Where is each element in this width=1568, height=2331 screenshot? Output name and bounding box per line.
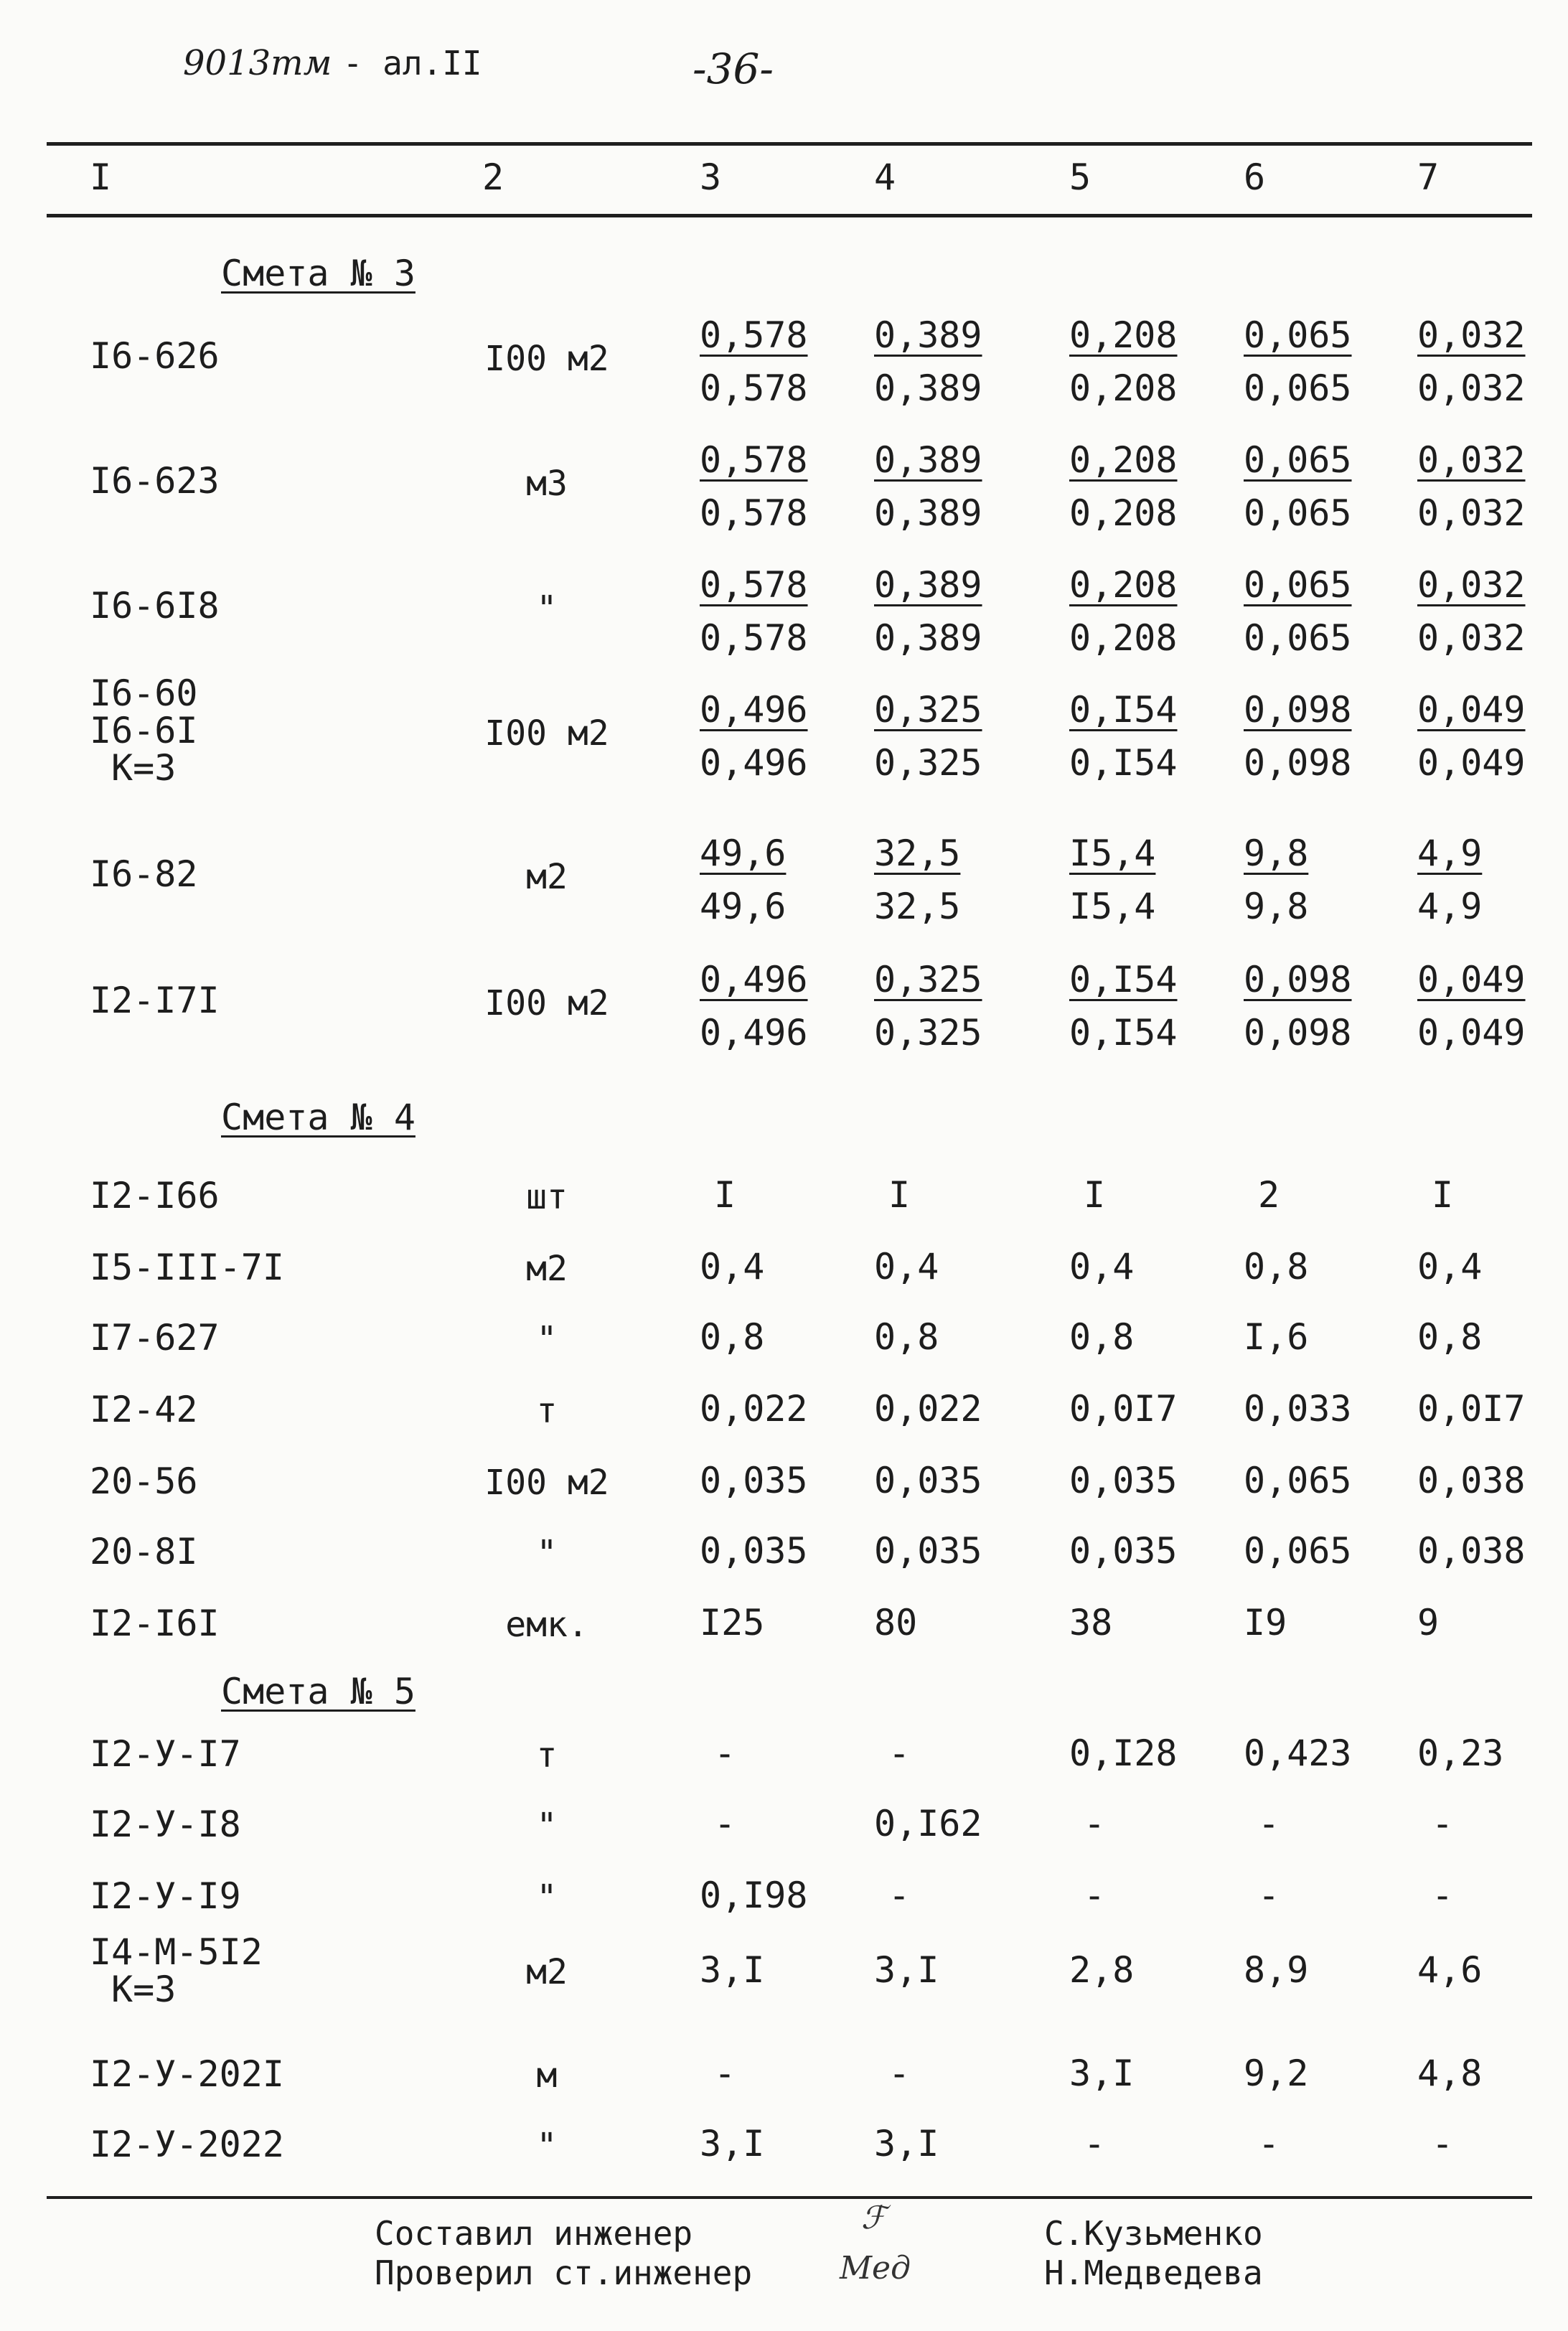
row-unit: м2: [526, 1952, 568, 1992]
row-value-fraction: [1069, 558, 1178, 665]
value-numerator: 0,065: [1244, 564, 1352, 606]
row-value: 0,022: [874, 1388, 982, 1430]
row-value: 8,9: [1244, 1949, 1309, 1991]
row-code: I2-У-202I: [90, 2053, 284, 2095]
row-value: 0,035: [874, 1530, 982, 1572]
row-unit: м2: [526, 1249, 568, 1289]
row-code: I4-М-5I2 К=3: [90, 1931, 263, 2010]
value-denominator: 0,098: [1244, 742, 1352, 784]
value-denominator: 0,049: [1417, 1012, 1526, 1054]
value-denominator: 0,049: [1417, 742, 1526, 784]
value-denominator: 0,I54: [1069, 1012, 1178, 1054]
row-unit: ": [536, 1319, 558, 1359]
row-value-fraction: [874, 309, 982, 415]
row-code: I2-У-I9: [90, 1875, 241, 1917]
row-code: 20-8I: [90, 1531, 198, 1572]
row-value-fraction: [1244, 309, 1352, 415]
row-value: -: [714, 1732, 736, 1774]
value-denominator: 0,208: [1069, 617, 1178, 659]
value-denominator: 0,032: [1417, 367, 1526, 409]
column-header-7: 7: [1417, 156, 1440, 198]
row-value-fraction: [874, 683, 982, 789]
row-value-fraction: [874, 953, 982, 1059]
row-unit: т: [536, 1735, 558, 1776]
row-value: -: [1432, 1803, 1454, 1844]
row-value: 0,033: [1244, 1388, 1352, 1430]
row-value: 0,I62: [874, 1803, 982, 1844]
row-code: I6-60 I6-6I К=3: [90, 672, 198, 789]
row-unit: емк.: [505, 1605, 588, 1645]
row-value: 38: [1069, 1602, 1113, 1643]
value-numerator: 0,496: [700, 689, 808, 731]
compiled-by-label: Составил инженер: [375, 2214, 693, 2253]
row-value: I25: [700, 1602, 765, 1643]
row-value-fraction: [700, 433, 808, 540]
row-value: 9,2: [1244, 2053, 1309, 2094]
document-reference: [183, 43, 482, 83]
row-code: 20-56: [90, 1460, 198, 1502]
row-value: -: [888, 1732, 911, 1774]
value-denominator: 0,496: [700, 742, 808, 784]
row-unit: т: [536, 1391, 558, 1431]
column-header-1: I: [90, 156, 112, 198]
value-denominator: 49,6: [700, 886, 787, 927]
column-header-3: 3: [700, 156, 722, 198]
row-unit: ": [536, 1533, 558, 1573]
row-unit: м: [536, 2055, 558, 2096]
row-value: 0,065: [1244, 1460, 1352, 1501]
value-numerator: 0,065: [1244, 314, 1352, 356]
section-title: Смета № 5: [221, 1671, 416, 1712]
row-code: I7-627: [90, 1317, 220, 1359]
value-numerator: 0,032: [1417, 564, 1526, 606]
value-denominator: 0,578: [700, 367, 808, 409]
row-value-fraction: [700, 309, 808, 415]
row-code: I5-III-7I: [90, 1247, 284, 1288]
value-numerator: 4,9: [1417, 832, 1483, 874]
value-numerator: 0,I54: [1069, 689, 1178, 731]
value-denominator: 0,065: [1244, 492, 1352, 534]
row-value: 0,035: [700, 1530, 808, 1572]
value-denominator: 0,578: [700, 617, 808, 659]
row-value: I9: [1244, 1602, 1287, 1643]
row-value: 2,8: [1069, 1949, 1135, 1991]
row-code: I2-I7I: [90, 980, 220, 1021]
row-value: -: [1432, 2123, 1454, 2164]
row-value-fraction: [1417, 953, 1526, 1059]
section-title: Смета № 3: [221, 253, 416, 294]
value-numerator: 0,065: [1244, 439, 1352, 481]
row-value: 0,4: [1417, 1246, 1483, 1288]
row-value: 0,035: [874, 1460, 982, 1501]
value-denominator: 9,8: [1244, 886, 1309, 927]
row-value-fraction: [700, 827, 786, 933]
row-value-fraction: [1244, 433, 1352, 540]
value-numerator: 0,I54: [1069, 959, 1178, 1000]
value-denominator: 0,496: [700, 1012, 808, 1054]
compiled-by-name: С.Кузьменко: [1044, 2214, 1263, 2253]
row-value: 0,035: [1069, 1460, 1178, 1501]
row-value: 4,8: [1417, 2053, 1483, 2094]
row-value-fraction: [1069, 309, 1178, 415]
row-value: 9: [1417, 1602, 1440, 1643]
signature-checker: Мед: [840, 2250, 911, 2287]
row-code: I2-У-I7: [90, 1733, 241, 1775]
value-denominator: 0,208: [1069, 367, 1178, 409]
row-unit: ": [536, 588, 558, 629]
row-value-fraction: [1244, 683, 1352, 789]
row-value-fraction: [1417, 827, 1482, 933]
row-value: -: [1432, 1875, 1454, 1916]
value-denominator: 0,578: [700, 492, 808, 534]
row-value: 0,8: [1069, 1316, 1135, 1358]
row-value: 0,035: [700, 1460, 808, 1501]
value-numerator: 0,049: [1417, 959, 1526, 1000]
checked-by-name: Н.Медведева: [1044, 2253, 1263, 2292]
column-header-6: 6: [1244, 156, 1266, 198]
value-numerator: I5,4: [1069, 832, 1156, 874]
row-value: 3,I: [700, 1949, 765, 1991]
top-rule: [47, 142, 1532, 146]
row-unit: ": [536, 1877, 558, 1918]
row-value: -: [888, 2053, 911, 2094]
value-denominator: 0,I54: [1069, 742, 1178, 784]
row-value: 0,I28: [1069, 1732, 1178, 1774]
value-denominator: 0,032: [1417, 617, 1526, 659]
signature-compiler: ℱ: [861, 2200, 886, 2236]
row-code: I6-623: [90, 460, 220, 502]
row-value-fraction: [1069, 953, 1178, 1059]
row-value: -: [1258, 1803, 1280, 1844]
row-value-fraction: [1244, 558, 1352, 665]
value-numerator: 0,578: [700, 439, 808, 481]
row-value: -: [714, 2053, 736, 2094]
row-code: I2-I66: [90, 1175, 220, 1216]
value-numerator: 0,208: [1069, 439, 1178, 481]
row-unit: ": [536, 1806, 558, 1846]
row-value: 0,022: [700, 1388, 808, 1430]
row-value: 0,0I7: [1069, 1388, 1178, 1430]
row-value: 80: [874, 1602, 918, 1643]
row-value-fraction: [1244, 827, 1308, 933]
row-unit: ": [536, 2126, 558, 2166]
value-denominator: 0,389: [874, 367, 982, 409]
row-value-fraction: [700, 953, 808, 1059]
row-value-fraction: [874, 558, 982, 665]
row-value-fraction: [1417, 683, 1526, 789]
value-denominator: 0,389: [874, 492, 982, 534]
row-value-fraction: [1069, 827, 1155, 933]
row-code: I2-У-2022: [90, 2124, 284, 2165]
row-value: I: [1432, 1174, 1454, 1216]
row-value: I: [714, 1174, 736, 1216]
row-value: 0,8: [874, 1316, 939, 1358]
value-denominator: 0,065: [1244, 617, 1352, 659]
row-unit: I00 м2: [484, 983, 609, 1023]
row-value-fraction: [1069, 433, 1178, 540]
row-value: 0,8: [1417, 1316, 1483, 1358]
value-numerator: 0,032: [1417, 314, 1526, 356]
value-numerator: 32,5: [874, 832, 961, 874]
value-numerator: 0,389: [874, 314, 982, 356]
row-value-fraction: [700, 683, 808, 789]
row-code: I6-626: [90, 335, 220, 377]
value-numerator: 0,032: [1417, 439, 1526, 481]
column-header-5: 5: [1069, 156, 1092, 198]
value-denominator: 4,9: [1417, 886, 1483, 927]
value-numerator: 0,389: [874, 564, 982, 606]
row-code: I6-6I8: [90, 585, 220, 627]
row-value: 0,423: [1244, 1732, 1352, 1774]
value-numerator: 0,389: [874, 439, 982, 481]
row-value: 0,038: [1417, 1530, 1526, 1572]
row-value-fraction: [1417, 309, 1526, 415]
row-value: I: [888, 1174, 911, 1216]
row-value: -: [888, 1875, 911, 1916]
row-value: 3,I: [1069, 2053, 1135, 2094]
value-denominator: 0,032: [1417, 492, 1526, 534]
value-denominator: 0,325: [874, 1012, 982, 1054]
value-numerator: 0,578: [700, 314, 808, 356]
value-numerator: 49,6: [700, 832, 787, 874]
row-value: 0,038: [1417, 1460, 1526, 1501]
value-numerator: 0,325: [874, 959, 982, 1000]
row-value: -: [714, 1803, 736, 1844]
column-header-4: 4: [874, 156, 896, 198]
value-denominator: 0,098: [1244, 1012, 1352, 1054]
row-value-fraction: [874, 433, 982, 540]
value-denominator: I5,4: [1069, 886, 1156, 927]
value-numerator: 0,496: [700, 959, 808, 1000]
value-numerator: 0,049: [1417, 689, 1526, 731]
row-value: 3,I: [874, 1949, 939, 1991]
row-value-fraction: [874, 827, 960, 933]
row-value-fraction: [700, 558, 808, 665]
value-numerator: 0,325: [874, 689, 982, 731]
value-numerator: 0,208: [1069, 314, 1178, 356]
row-value: 0,8: [700, 1316, 765, 1358]
value-denominator: 32,5: [874, 886, 961, 927]
row-code: I6-82: [90, 853, 198, 895]
column-header-2: 2: [482, 156, 504, 198]
row-value: 0,8: [1244, 1246, 1309, 1288]
row-value: 0,23: [1417, 1732, 1504, 1774]
row-value: -: [1258, 2123, 1280, 2164]
row-code: I2-42: [90, 1389, 198, 1430]
row-code: I2-I6I: [90, 1603, 220, 1644]
value-numerator: 0,578: [700, 564, 808, 606]
value-numerator: 0,098: [1244, 689, 1352, 731]
row-value-fraction: [1417, 558, 1526, 665]
reference-handwritten: 9013тм: [183, 43, 332, 83]
row-value: -: [1084, 1803, 1106, 1844]
value-denominator: 0,325: [874, 742, 982, 784]
row-value: 0,4: [1069, 1246, 1135, 1288]
row-value: 3,I: [700, 2123, 765, 2164]
row-value-fraction: [1417, 433, 1526, 540]
row-unit: шт: [526, 1177, 568, 1217]
value-numerator: 9,8: [1244, 832, 1309, 874]
row-value: 4,6: [1417, 1949, 1483, 1991]
row-unit: I00 м2: [484, 339, 609, 379]
row-unit: I00 м2: [484, 1463, 609, 1503]
row-unit: I00 м2: [484, 713, 609, 754]
section-title: Смета № 4: [221, 1097, 416, 1138]
row-unit: м3: [526, 464, 568, 504]
row-value-fraction: [1244, 953, 1352, 1059]
row-value: -: [1084, 2123, 1106, 2164]
reference-album: - ал.II: [342, 44, 482, 83]
row-value: 3,I: [874, 2123, 939, 2164]
row-value: -: [1258, 1875, 1280, 1916]
row-value: 0,035: [1069, 1530, 1178, 1572]
bottom-rule: [47, 2196, 1532, 2199]
row-value: 0,I98: [700, 1875, 808, 1916]
row-value: 0,4: [874, 1246, 939, 1288]
value-numerator: 0,208: [1069, 564, 1178, 606]
row-value: I,6: [1244, 1316, 1309, 1358]
checked-by-label: Проверил ст.инженер: [375, 2253, 753, 2292]
row-unit: м2: [526, 857, 568, 897]
row-code: I2-У-I8: [90, 1804, 241, 1845]
value-denominator: 0,389: [874, 617, 982, 659]
value-denominator: 0,065: [1244, 367, 1352, 409]
row-value: 0,4: [700, 1246, 765, 1288]
header-rule: [47, 214, 1532, 217]
value-denominator: 0,208: [1069, 492, 1178, 534]
row-value: 2: [1258, 1174, 1280, 1216]
row-value: 0,0I7: [1417, 1388, 1526, 1430]
row-value: I: [1084, 1174, 1106, 1216]
page-number: -36-: [693, 44, 774, 93]
row-value: -: [1084, 1875, 1106, 1916]
row-value: 0,065: [1244, 1530, 1352, 1572]
row-value-fraction: [1069, 683, 1178, 789]
value-numerator: 0,098: [1244, 959, 1352, 1000]
